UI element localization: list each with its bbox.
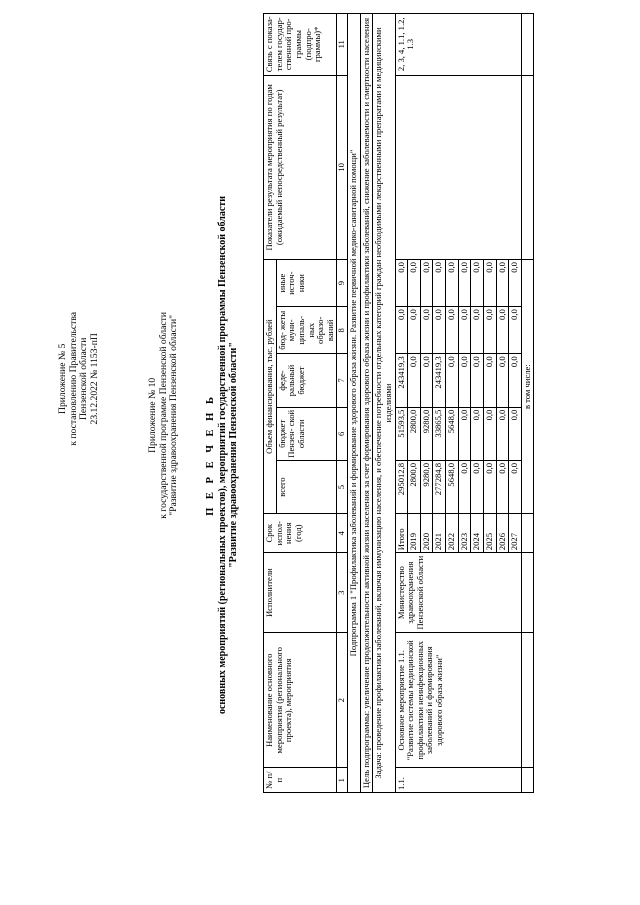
row-federal: 0,0 — [496, 354, 509, 407]
row-federal: 0,0 — [408, 354, 421, 407]
row-total: 277284,8 — [433, 460, 446, 513]
empty-cell — [521, 14, 534, 76]
row-year: 2024 — [471, 514, 484, 553]
row-other: 0,0 — [420, 260, 433, 307]
row-year: 2025 — [483, 514, 496, 553]
row-municipal: 0,0 — [471, 307, 484, 354]
row-municipal: 0,0 — [395, 307, 408, 354]
empty-cell — [521, 553, 534, 633]
header-term: Срок испол- нения (год) — [264, 514, 337, 553]
row-municipal: 0,0 — [420, 307, 433, 354]
row-year: 2026 — [496, 514, 509, 553]
appendix-10-line: к государственной программе Пензенской области — [157, 312, 169, 519]
row-regional: 0,0 — [471, 407, 484, 460]
subprogram-title: Подпрограмма 1 "Профилактика заболеваний и формирование здорового образа жизни. Развитие первичной медико-санитарной помощи" — [348, 14, 361, 793]
empty-cell — [521, 768, 534, 793]
including-label: в том числе: — [521, 260, 534, 514]
row-other: 0,0 — [483, 260, 496, 307]
header-row — [264, 14, 277, 793]
row-total: 9280,0 — [420, 460, 433, 513]
subprogram-row — [348, 14, 361, 793]
header-other: иные источ- ники — [276, 260, 337, 307]
row-federal: 0,0 — [446, 354, 459, 407]
row-other: 0,0 — [471, 260, 484, 307]
col-number: 5 — [337, 460, 348, 513]
appendix-5-line: к постановлению Правительства — [67, 312, 79, 446]
row-year: Итого — [395, 514, 408, 553]
title-line: "Развитие здравоохранения Пензенской области" — [227, 342, 239, 568]
col-number: 2 — [337, 633, 348, 768]
header-num: № п/п — [264, 768, 337, 793]
row-municipal: 0,0 — [496, 307, 509, 354]
appendix-10-line: Приложение № 10 — [147, 377, 158, 453]
row-total: 0,0 — [483, 460, 496, 513]
row-federal: 243419,3 — [433, 354, 446, 407]
item-num: 1.1. — [395, 768, 521, 793]
row-municipal: 0,0 — [483, 307, 496, 354]
item-link: 2, 3, 4, 1.1, 1.2, 1.3 — [395, 14, 521, 76]
header-funding: Объем финансирования, тыс. рублей — [264, 260, 277, 514]
row-regional: 33865,5 — [433, 407, 446, 460]
row-municipal: 0,0 — [458, 307, 471, 354]
row-other: 0,0 — [496, 260, 509, 307]
row-total: 295012,8 — [395, 460, 408, 513]
row-total: 0,0 — [509, 460, 522, 513]
row-year: 2021 — [433, 514, 446, 553]
column-number-row — [337, 14, 348, 793]
row-total: 0,0 — [471, 460, 484, 513]
item-indicators — [395, 75, 521, 259]
empty-cell — [521, 75, 534, 259]
row-federal: 0,0 — [471, 354, 484, 407]
row-other: 0,0 — [395, 260, 408, 307]
col-number: 1 — [337, 768, 348, 793]
row-other: 0,0 — [446, 260, 459, 307]
row-year: 2023 — [458, 514, 471, 553]
row-municipal: 0,0 — [446, 307, 459, 354]
col-number: 7 — [337, 354, 348, 407]
header-indicators: Показатели результата мероприятия по годам (ожидаемый непосредственный результат) — [264, 75, 337, 259]
header-regional: бюджет Пензен- ской области — [276, 407, 337, 460]
item-name: Основное мероприятие 1.1. "Развитие системы медицинской профилактики неинфекционных заболеваний и формирования здорового образа жизни" — [395, 633, 521, 768]
appendix-10-header — [148, 312, 180, 519]
row-federal: 0,0 — [509, 354, 522, 407]
row-total: 5648,0 — [446, 460, 459, 513]
document-title — [205, 145, 239, 765]
row-regional: 0,0 — [483, 407, 496, 460]
col-number: 3 — [337, 553, 348, 633]
col-number: 11 — [337, 14, 348, 76]
header-name: Наименование основного мероприятия (регионального проекта), мероприятия — [264, 633, 337, 768]
row-regional: 2800,0 — [408, 407, 421, 460]
row-total: 0,0 — [496, 460, 509, 513]
row-regional: 0,0 — [458, 407, 471, 460]
row-regional: 0,0 — [496, 407, 509, 460]
appendix-10-line: "Развитие здравоохранения Пензенской области" — [168, 314, 180, 516]
goal-row — [360, 14, 373, 793]
header-federal: феде- ральный бюджет — [276, 354, 337, 407]
row-municipal: 0,0 — [408, 307, 421, 354]
title-line: основных мероприятий (региональных проектов), мероприятий государственной программы Пензенской области — [216, 195, 228, 715]
row-year: 2027 — [509, 514, 522, 553]
appendix-5-line: Пензенской области — [78, 337, 90, 420]
measures-table — [263, 13, 534, 793]
empty-cell — [521, 514, 534, 553]
row-total: 0,0 — [458, 460, 471, 513]
title-line: П Е Р Е Ч Е Н Ь — [205, 394, 216, 516]
header-link: Связь с показа- телем государ- ственной про- граммы (подпро- граммы)* — [264, 14, 337, 76]
item-executor: Министерство здравоохранения Пензенской области — [395, 553, 521, 633]
header-executor: Исполнители — [264, 553, 337, 633]
including-row — [521, 14, 534, 793]
table-row — [395, 14, 408, 793]
row-other: 0,0 — [433, 260, 446, 307]
row-other: 0,0 — [408, 260, 421, 307]
row-federal: 0,0 — [420, 354, 433, 407]
col-number: 4 — [337, 514, 348, 553]
col-number: 6 — [337, 407, 348, 460]
row-federal: 0,0 — [483, 354, 496, 407]
col-number: 10 — [337, 75, 348, 259]
subprogram-task: Задача: проведение профилактики заболеваний, включая иммунизацию населения, и обеспечение потребности отдельных категорий граждан необходимыми лекарственными препаратами и медицинскими изделиями — [373, 14, 395, 793]
row-federal: 0,0 — [458, 354, 471, 407]
row-regional: 51593,5 — [395, 407, 408, 460]
row-year: 2020 — [420, 514, 433, 553]
appendix-5-line: 23.12.2022 № 1153-пП — [89, 333, 101, 425]
subprogram-goal: Цель подпрограммы: увеличение продолжительности активной жизни населения за счет формирования здорового образа жизни и профилактики заболеваний, снижение заболеваемости и смертности населения — [360, 14, 373, 793]
row-federal: 243419,3 — [395, 354, 408, 407]
appendix-5-header — [58, 312, 101, 446]
header-municipal: бюд- жеты муни- ципаль- ных образо- ваний — [276, 307, 337, 354]
col-number: 8 — [337, 307, 348, 354]
row-municipal: 0,0 — [433, 307, 446, 354]
empty-cell — [521, 633, 534, 768]
row-other: 0,0 — [458, 260, 471, 307]
appendix-5-line: Приложение № 5 — [57, 343, 68, 414]
row-total: 2800,0 — [408, 460, 421, 513]
row-year: 2022 — [446, 514, 459, 553]
task-row — [373, 14, 395, 793]
row-regional: 5648,0 — [446, 407, 459, 460]
header-total: всего — [276, 460, 337, 513]
row-other: 0,0 — [509, 260, 522, 307]
col-number: 9 — [337, 260, 348, 307]
row-regional: 0,0 — [509, 407, 522, 460]
row-regional: 9280,0 — [420, 407, 433, 460]
row-municipal: 0,0 — [509, 307, 522, 354]
row-year: 2019 — [408, 514, 421, 553]
